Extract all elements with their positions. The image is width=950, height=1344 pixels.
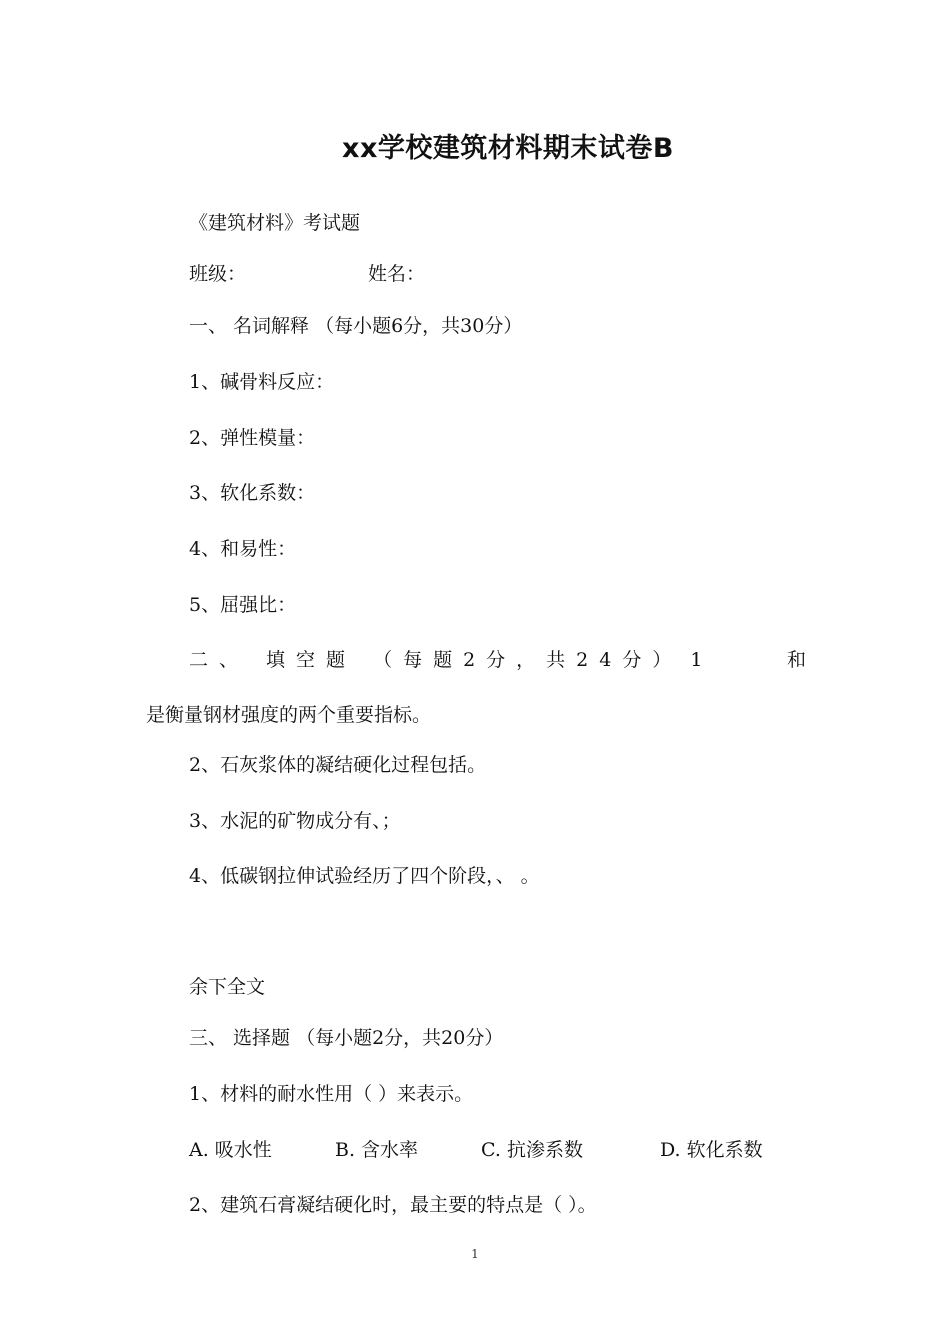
option-d: D. 软化系数 <box>660 1139 763 1161</box>
document-title: xx学校建筑材料期末试卷B <box>342 133 674 164</box>
s1-item-4: 4、和易性： <box>189 538 297 560</box>
option-b: B. 含水率 <box>335 1139 419 1161</box>
s2-item-3: 3、水泥的矿物成分有、； <box>189 810 401 832</box>
s3-question-2: 2、建筑石膏凝结硬化时，最主要的特点是（ ）。 <box>189 1194 597 1216</box>
s3-question-1: 1、材料的耐水性用（ ）来表示。 <box>189 1083 474 1105</box>
option-c: C. 抗渗系数 <box>481 1139 583 1161</box>
section-2-heading-row <box>189 647 806 673</box>
section-3-heading: 三、 选择题 （每小题2分，共20分） <box>189 1027 504 1049</box>
page-number: 1 <box>471 1247 479 1261</box>
s2-q1-number: 1 <box>690 649 703 671</box>
s1-item-2: 2、弹性模量： <box>189 427 316 449</box>
s2-item-4: 4、低碳钢拉伸试验经历了四个阶段，、 。 <box>189 865 540 887</box>
s1-item-1: 1、碱骨料反应： <box>189 371 335 393</box>
name-label: 姓名： <box>368 263 426 285</box>
s2-q1-continuation: 是衡量钢材强度的两个重要指标。 <box>146 704 432 726</box>
class-name-row <box>189 261 425 287</box>
s2-q1-and: 和 <box>786 649 806 671</box>
section-1-heading: 一、 名词解释 （每小题6分，共30分） <box>189 315 523 337</box>
class-label: 班级： <box>189 263 247 285</box>
read-more-link[interactable]: 余下全文 <box>189 976 266 998</box>
option-a: A. 吸水性 <box>189 1139 272 1161</box>
s1-item-5: 5、屈强比： <box>189 594 297 616</box>
s2-item-2: 2、石灰浆体的凝结硬化过程包括。 <box>189 754 487 776</box>
section-2-heading: 二、 填空题 （每题2分，共24分） <box>189 649 683 671</box>
s1-item-3: 3、软化系数： <box>189 482 316 504</box>
exam-subtitle: 《建筑材料》考试题 <box>189 212 361 234</box>
